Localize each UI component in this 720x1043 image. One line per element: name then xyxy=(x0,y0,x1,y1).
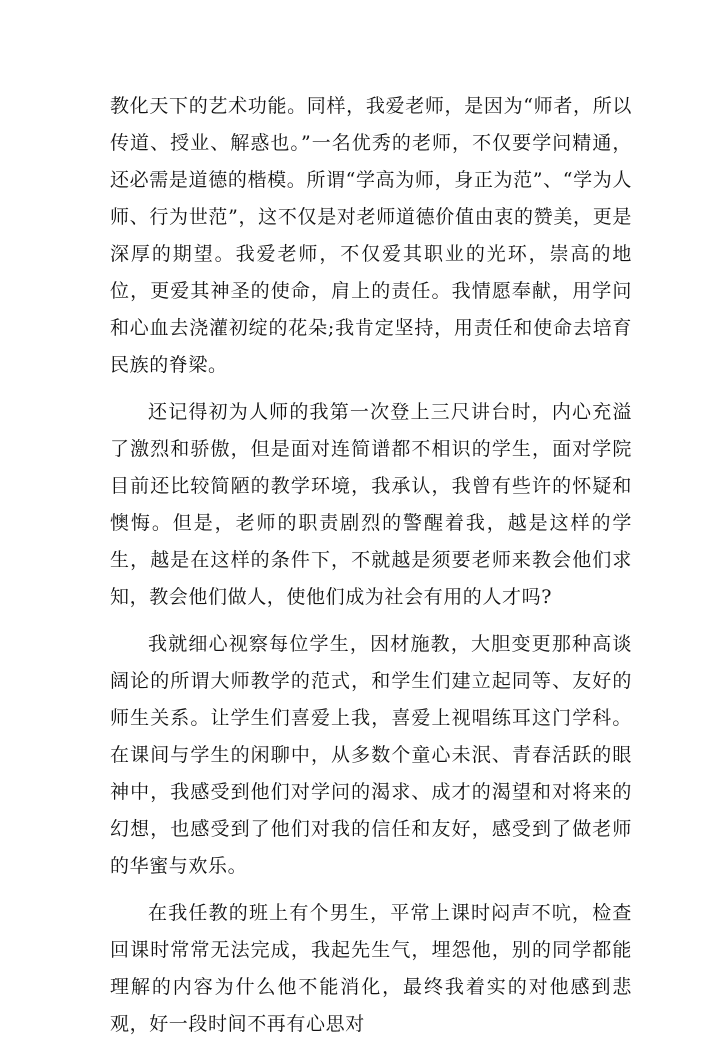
paragraph-1: 教化天下的艺术功能。同样，我爱老师，是因为“师者，所以传道、授业、解惑也。”一名优秀的老师，不仅要学问精通，还必需是道德的楷模。所谓“学高为师，身正为范”、“学为人师、行为世范”，这不仅是对老师道德价值由衷的赞美，更是深厚的期望。我爱老师，不仅爱其职业的光环，崇高的地位，更爱其神圣的使命，肩上的责任。我情愿奉献，用学问和心血去浇灌初绽的花朵;我肯定坚持，用责任和使命去培育民族的脊梁。 xyxy=(110,95,632,376)
document-body xyxy=(110,88,632,1043)
paragraph-3: 我就细心视察每位学生，因材施教，大胆变更那种高谈阔论的所谓大师教学的范式，和学生们建立起同等、友好的师生关系。让学生们喜爱上我，喜爱上视唱练耳这门学科。在课间与学生的闲聊中，从多数个童心未泯、青春活跃的眼神中，我感受到他们对学问的渴求、成才的渴望和对将来的幻想，也感受到了他们对我的信任和友好，感受到了做老师的华蜜与欢乐。 xyxy=(110,633,632,877)
paragraph-2: 还记得初为人师的我第一次登上三尺讲台时，内心充溢了激烈和骄傲，但是面对连简谱都不相识的学生，面对学院目前还比较简陋的教学环境，我承认，我曾有些许的怀疑和懊悔。但是，老师的职责剧烈的警醒着我，越是这样的学生，越是在这样的条件下，不就越是须要老师来教会他们求知，教会他们做人，使他们成为社会有用的人才吗? xyxy=(110,401,632,608)
paragraph-4: 在我任教的班上有个男生，平常上课时闷声不吭，检查回课时常常无法完成，我起先生气，埋怨他，别的同学都能理解的内容为什么他不能消化，最终我着实的对他感到悲观，好一段时间不再有心思对 xyxy=(110,902,632,1035)
